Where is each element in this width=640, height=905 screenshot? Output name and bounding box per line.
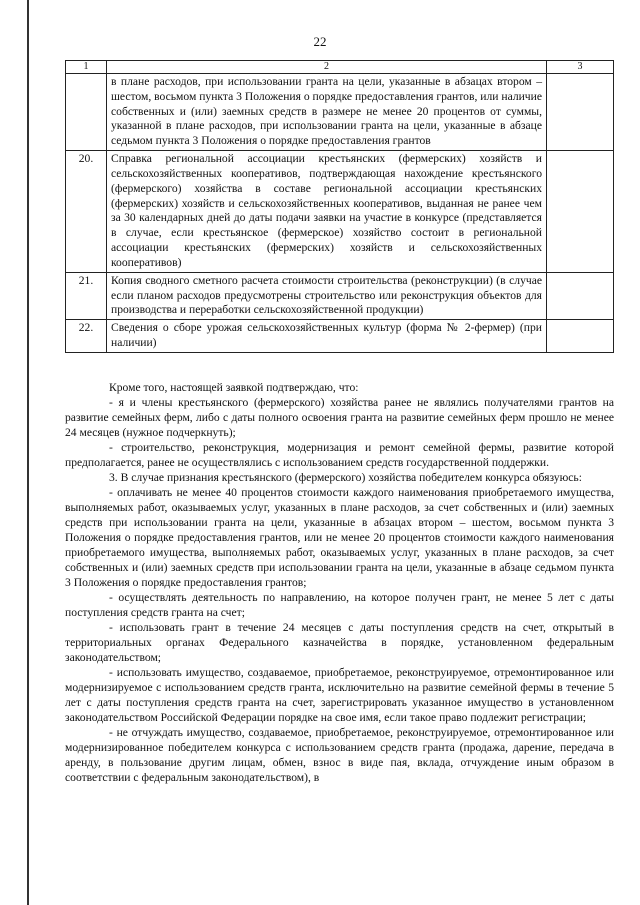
table-row — [66, 320, 614, 353]
table-header-cell: 1 — [66, 61, 107, 74]
paragraph: - осуществлять деятельность по направлению, на которое получен грант, не менее 5 лет с даты поступления средств гранта на счет; — [65, 591, 614, 619]
row-text: Справка региональной ассоциации крестьянских (фермерских) хозяйств и сельскохозяйственных кооперативов, подтверждающая нахождение крестьянского (фермерского) хозяйства в составе региональной ассоциации крестьянских (фермерских) хозяйств и сельскохозяйственных кооперативов, выданная не ранее чем за 30 календарных дней до даты подачи заявки на участие в конкурсе (представляется в случае, если крестьянское (фермерское) хозяйство состоит в региональной ассоциации крестьянских (фермерских) хозяйств и сельскохозяйственных кооперативов) — [107, 151, 547, 273]
paragraph: - я и члены крестьянского (фермерского) хозяйства ранее не являлись получателями грантов на развитие семейных ферм, либо с даты полного освоения гранта на развитие семейных ферм прошло не менее 24 месяцев (нужное подчеркнуть); — [65, 396, 614, 439]
table-row — [66, 74, 614, 151]
row-note — [547, 320, 614, 353]
row-text: в плане расходов, при использовании гранта на цели, указанные в абзацах втором – шестом, восьмом пункта 3 Положения о порядке предоставления грантов, или наличие собственных и (или) заемных средств в размере не менее 20 процентов от суммы, указанной в плане расходов, при использовании гранта на цели, указанные в абзаце седьмом пункта 3 Положения о порядке предоставления грантов — [107, 74, 547, 151]
table-header-cell: 2 — [107, 61, 547, 74]
table-row — [66, 151, 614, 273]
documents-table — [65, 60, 614, 353]
paragraph: 3. В случае признания крестьянского (фермерского) хозяйства победителем конкурса обязуюсь: — [109, 471, 582, 484]
table-row — [66, 272, 614, 319]
paragraph: - строительство, реконструкция, модернизация и ремонт семейной фермы, развитие которой предполагается, ранее не осуществлялись с использованием средств государственной поддержки. — [65, 441, 614, 469]
paragraph: Кроме того, настоящей заявкой подтверждаю, что: — [109, 381, 359, 394]
page-number: 22 — [313, 34, 327, 49]
table-header-cell: 3 — [547, 61, 614, 74]
paragraph: - использовать грант в течение 24 месяцев с даты поступления средств на счет, открытый в территориальных органах Федерального казначейства в порядке, установленном федеральным законодательством; — [65, 621, 614, 664]
row-number — [66, 74, 107, 151]
table-header-row — [66, 61, 614, 74]
page-left-edge-line — [27, 0, 29, 905]
row-note — [547, 74, 614, 151]
row-number: 20. — [66, 151, 107, 273]
row-number: 21. — [66, 272, 107, 319]
row-note — [547, 272, 614, 319]
paragraph: - оплачивать не менее 40 процентов стоимости каждого наименования приобретаемого имущества, выполняемых работ, оказываемых услуг, указанных в плане расходов, за счет собственных и (или) заемных средств при использовании гранта на цели, указанные в абзацах втором – шестом, восьмом пункта 3 Положения о порядке предоставления грантов, или не менее 20 процентов стоимости каждого наименования приобретаемого имущества, выполняемых работ, оказываемых услуг, указанных в плане расходов, за счет собственных и (или) заемных средств при использовании гранта на цели, указанные в абзаце седьмом пункта 3 Положения о порядке предоставления грантов; — [65, 486, 614, 589]
body-text — [65, 380, 614, 785]
paragraph: - не отчуждать имущество, создаваемое, приобретаемое, реконструируемое, отремонтированное или модернизированное победителем конкурса с использованием средств гранта (продажа, дарение, передача в аренду, в пользование другим лицам, обмен, взнос в виде пая, вклада, отчуждение иным образом в соответствии с федеральным законодательством), в — [65, 726, 614, 784]
row-number: 22. — [66, 320, 107, 353]
paragraph: - использовать имущество, создаваемое, приобретаемое, реконструируемое, отремонтированное или модернизируемое с использованием средств гранта, исключительно на развитие семейной фермы в течение 5 лет с даты поступления средств гранта на счет, зарегистрировать указанное имущество в установленном законодательством Российской Федерации порядке на свое имя, если такое право подлежит регистрации; — [65, 666, 614, 724]
row-note — [547, 151, 614, 273]
row-text: Сведения о сборе урожая сельскохозяйственных культур (форма № 2-фермер) (при наличии) — [107, 320, 547, 353]
row-text: Копия сводного сметного расчета стоимости строительства (реконструкции) (в случае если планом расходов предусмотрены строительство или реконструкция объектов для производства и переработки сельскохозяйственной продукции) — [107, 272, 547, 319]
